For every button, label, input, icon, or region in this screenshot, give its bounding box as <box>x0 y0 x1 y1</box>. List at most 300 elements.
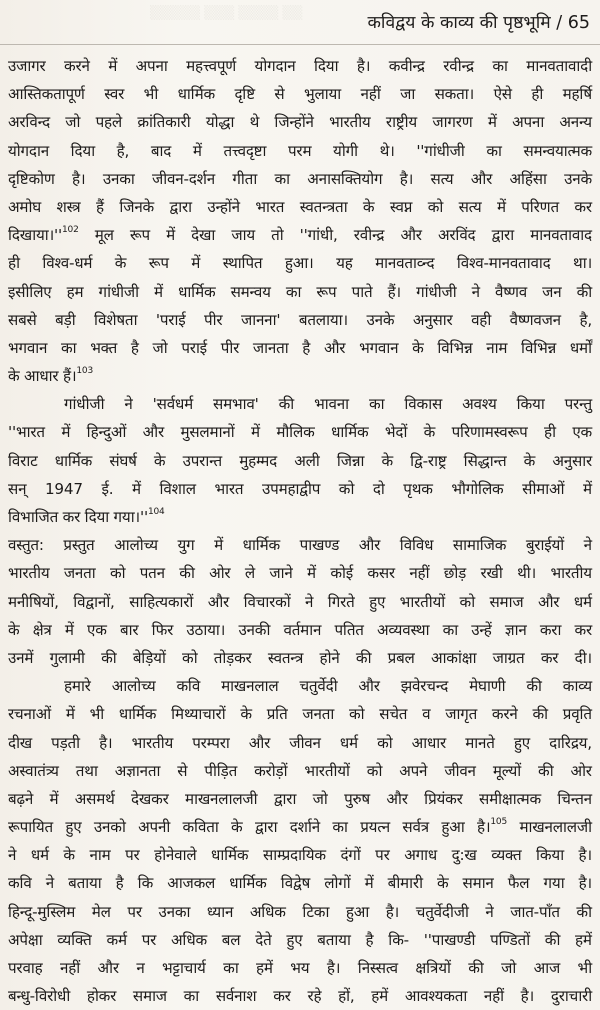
word: है <box>115 874 124 893</box>
word: योद्धा <box>205 113 235 132</box>
word: समीक्षात्मक <box>479 789 541 808</box>
word: ने <box>583 536 592 555</box>
header-divider <box>0 44 600 45</box>
word: विभिन्न <box>521 338 557 357</box>
word: काव्य <box>562 677 592 696</box>
word: धार्मिक <box>118 705 157 724</box>
text-line <box>8 418 592 446</box>
word: भगवान <box>359 338 399 357</box>
word: से <box>177 761 188 780</box>
word: नहीं <box>483 987 504 1006</box>
word: में <box>214 536 224 555</box>
word: है। <box>399 169 414 188</box>
word: द्वारा <box>491 226 515 245</box>
word: बताया <box>317 930 351 949</box>
word: हुए <box>65 818 82 837</box>
word: धार्मिक <box>331 423 369 442</box>
word: पहले <box>95 113 123 132</box>
word: जनता <box>63 564 96 583</box>
word: साहित्यकारों <box>129 592 194 611</box>
word: भट्टाचार्य <box>162 959 206 977</box>
word: करने <box>491 705 518 724</box>
word: बढ़ने <box>8 789 34 808</box>
word: का <box>492 57 508 75</box>
word: भारतीय <box>329 113 371 132</box>
text-line <box>8 616 592 644</box>
word: व <box>422 705 431 724</box>
word: के <box>8 367 20 386</box>
word: महर्षि <box>562 85 592 104</box>
text-line <box>8 306 592 334</box>
text-line <box>8 841 592 869</box>
word: माखनलालजी <box>519 818 592 837</box>
word: विद्वानों, <box>73 592 115 611</box>
word: उनमें <box>8 648 34 667</box>
word: बुराईयों <box>525 536 565 555</box>
word: दी। <box>574 648 592 667</box>
word: सीमाओं <box>522 479 565 498</box>
word: है। <box>578 874 592 893</box>
word: को <box>366 761 383 780</box>
word: कि- <box>388 930 409 949</box>
footnote-marker: 104 <box>147 507 165 517</box>
word: एक <box>572 423 592 442</box>
word: तथा <box>75 761 98 780</box>
word: आज <box>533 959 561 977</box>
word: गांधीजी <box>64 395 105 414</box>
word: ने <box>305 592 314 611</box>
word: असमर्थ <box>74 789 115 808</box>
word: पीर <box>220 338 240 357</box>
word: अपने <box>399 761 428 780</box>
word: किया <box>535 846 564 865</box>
word: रूप <box>129 226 150 245</box>
word: थे <box>249 113 260 132</box>
word: धार्मिक <box>242 536 280 555</box>
word: में <box>250 423 260 442</box>
word: और <box>358 677 380 696</box>
word: $दिखाया।''^{102}$ <box>8 225 79 245</box>
word: को <box>459 592 475 611</box>
word: का <box>486 141 502 160</box>
word: ने <box>471 282 480 301</box>
word: मुसलमानों <box>180 423 235 442</box>
word: हों, <box>338 987 355 1006</box>
word: जानता <box>252 338 289 357</box>
word: नाम <box>89 846 111 865</box>
word: माखनलाल <box>221 677 279 696</box>
text-line <box>8 193 592 221</box>
show-through-texture: ▒▒▒▒▒ ▒▒▒ ▒▒▒▒ ▒▒ <box>150 6 303 21</box>
word: उनके <box>366 310 395 329</box>
word: सत्य <box>458 197 482 216</box>
word: धर्मों <box>569 338 592 357</box>
word: का <box>285 282 302 301</box>
word: तत्त्वदृष्टा <box>223 141 267 160</box>
word: में <box>192 141 202 160</box>
word: है <box>302 338 311 357</box>
word: बीमारी <box>387 874 423 893</box>
word: देखकर <box>131 789 169 808</box>
word: पड़ती <box>51 733 80 752</box>
word: में <box>191 254 201 273</box>
text-line <box>8 165 592 193</box>
word: दीख <box>8 733 33 752</box>
word: पतित <box>334 620 364 639</box>
footnote-marker: 102 <box>62 225 79 236</box>
word: बताया <box>68 874 102 893</box>
word: अनासक्तियोग <box>307 169 383 188</box>
word: फिर <box>151 620 174 639</box>
word: कवि <box>176 677 201 696</box>
word: नहीं <box>59 959 80 977</box>
word: विभाजित <box>8 508 59 526</box>
word: छोड़ <box>443 564 467 583</box>
text-line <box>8 559 592 587</box>
word: जानना' <box>240 310 281 329</box>
word: में <box>154 282 163 301</box>
word: परम <box>288 141 312 160</box>
word: को <box>377 733 393 752</box>
word: समान <box>462 874 494 893</box>
word: है <box>365 930 374 949</box>
word: जीवन-दर्शन <box>152 169 215 188</box>
text-line <box>8 249 592 277</box>
word: सत्य <box>430 169 454 188</box>
word: भारत <box>214 479 244 498</box>
word: है। <box>356 57 371 75</box>
word: है। <box>326 959 341 977</box>
word: भौगोलिक <box>451 479 504 498</box>
word: के <box>381 451 393 470</box>
word: के <box>153 451 166 470</box>
word: रूप <box>148 254 169 273</box>
word: दिया <box>84 508 109 526</box>
word: बल <box>221 930 241 949</box>
word: ही <box>544 423 556 442</box>
word: भुलाया <box>303 85 342 104</box>
word: हमें <box>575 930 592 949</box>
word: की <box>355 648 372 667</box>
word: रचनाओं <box>8 705 51 724</box>
word: भी <box>143 85 159 104</box>
word: का <box>442 620 458 639</box>
word: अवश्य <box>462 395 497 414</box>
word: पीर <box>204 310 223 329</box>
word: में <box>61 423 71 442</box>
word: है। <box>99 733 113 752</box>
word: हुए <box>286 930 303 949</box>
word: अली <box>294 451 320 470</box>
word: धर्म <box>30 846 49 865</box>
text-line <box>8 588 592 616</box>
word: भावना <box>314 395 349 414</box>
word: करा <box>539 620 562 639</box>
word: जिनके <box>119 197 155 216</box>
word: दुराचारी <box>550 987 592 1006</box>
word: को <box>427 197 444 216</box>
word: परिणत <box>521 197 559 216</box>
word: योगदान <box>8 141 49 160</box>
word: ने <box>124 395 133 414</box>
word: अपनी <box>138 818 171 837</box>
word: हैं।$^{103}$ <box>62 366 93 386</box>
word: ज्ञान <box>504 620 527 639</box>
word: और <box>537 592 560 611</box>
word: पाखण्ड <box>299 536 340 555</box>
word: योगदान <box>254 57 296 75</box>
word: जनता <box>302 705 335 724</box>
word: नहीं <box>360 85 381 104</box>
word: हुआ <box>345 902 370 921</box>
word: भारतीय <box>550 564 592 583</box>
word: अमोघ <box>8 197 41 216</box>
body-text <box>8 52 592 1010</box>
text-line <box>8 898 592 926</box>
word: और <box>358 536 381 555</box>
word: रवीन्द्र <box>353 226 385 245</box>
word: जीवन <box>289 733 321 752</box>
word: की <box>468 959 484 977</box>
word: अहिंसा <box>509 169 547 188</box>
word: प्रस्तुत <box>63 536 95 555</box>
word: आकांक्षा <box>430 648 477 667</box>
word: ही <box>531 85 544 104</box>
word: चिन्तन <box>557 789 592 808</box>
word: दारिद्रय, <box>549 733 592 752</box>
word: की <box>101 648 117 667</box>
word: का <box>223 959 239 977</box>
word: कविता <box>182 818 219 837</box>
word: सकता। <box>434 85 475 104</box>
word: धार्मिक <box>229 874 267 893</box>
word: के <box>240 705 252 724</box>
text-line <box>8 52 592 80</box>
word: में <box>166 226 175 245</box>
word: में <box>49 789 59 808</box>
word: पर <box>141 930 157 949</box>
text-line <box>8 954 592 982</box>
word: अधिक <box>170 930 207 949</box>
text-line <box>8 729 592 757</box>
word: जीवन <box>444 761 476 780</box>
word: सिद्धान्त <box>463 451 507 470</box>
word: और <box>207 592 230 611</box>
word: रखी <box>480 564 503 583</box>
word: विभिन्न <box>437 338 473 357</box>
word: व्यक्ति <box>57 930 92 949</box>
text-line <box>8 221 592 249</box>
word: में <box>307 564 316 583</box>
word: आलोच्य <box>114 536 158 555</box>
word: में <box>487 113 497 132</box>
word: था। <box>573 254 592 273</box>
word: ही <box>8 254 20 273</box>
word: ने <box>8 846 17 865</box>
word: मानवताव्न्द <box>375 254 435 273</box>
word: को <box>182 648 198 667</box>
word: समभाव' <box>213 395 259 414</box>
word: अधिक <box>249 902 286 921</box>
word: की <box>179 564 195 583</box>
word: भी <box>89 705 105 724</box>
word: सामाजिक <box>452 536 507 555</box>
word: क्षेत्र <box>32 620 52 639</box>
word: निस्सत्व <box>357 959 398 977</box>
word: रूपायित <box>8 818 53 837</box>
word: जाय <box>231 226 255 245</box>
word: बार <box>119 620 139 639</box>
word: हुए <box>369 592 386 611</box>
word: में <box>64 620 74 639</box>
running-head: कविद्वय के काव्य की पृष्ठभूमि / 65 <box>367 13 590 33</box>
word: वैष्णव <box>495 282 527 301</box>
word: पुरुष <box>344 789 370 808</box>
text-line <box>8 644 592 672</box>
word: के <box>362 197 375 216</box>
word: क्रांतिकारी <box>137 113 191 132</box>
word: मुहम्मद <box>239 451 278 470</box>
word: द्वारा <box>273 789 297 808</box>
word: सर्वत्र <box>402 818 429 837</box>
word: हैं <box>95 197 104 216</box>
word: परवाह <box>8 959 43 977</box>
word: दृष्टि <box>234 85 255 104</box>
word: अनुसार <box>552 451 592 470</box>
word: द्वारा <box>254 818 278 837</box>
word: भारतीय <box>131 733 174 752</box>
word: भक्त <box>90 338 118 357</box>
word: महत्त्वपूर्ण <box>186 57 237 75</box>
word: अव्यवस्था <box>377 620 430 639</box>
word: कि <box>137 874 154 893</box>
word: पर <box>125 846 140 865</box>
word: आस्तिकतापूर्ण <box>8 85 85 104</box>
word: की <box>538 761 554 780</box>
word: का <box>332 818 348 837</box>
word: करने <box>64 57 90 75</box>
word: माखनलालजी <box>185 789 258 808</box>
word: हैं। <box>387 282 401 301</box>
word: कर <box>273 987 291 1006</box>
word: यह <box>336 254 353 273</box>
word: होकर <box>86 987 117 1006</box>
word: दंगों <box>340 846 361 865</box>
word: हुआ। <box>284 254 314 273</box>
word: की <box>278 395 295 414</box>
word: धार्मिक <box>177 85 215 104</box>
word: नाम <box>486 338 508 357</box>
word: कर <box>574 197 592 216</box>
word: परिणामस्वरूप <box>451 423 528 442</box>
word: एक <box>87 620 107 639</box>
word: हमारे <box>64 677 91 696</box>
word: में <box>496 197 506 216</box>
word: विकास <box>404 395 443 414</box>
word: जिन्ना <box>336 451 365 470</box>
word: वस्तुत: <box>8 536 44 555</box>
word: है। <box>72 169 86 188</box>
word: धर्म <box>339 733 358 752</box>
word: राष्ट्रीय <box>385 113 418 132</box>
word: हिन्दुओं <box>86 423 127 442</box>
word: वैष्णवजन <box>509 310 561 329</box>
word: अपना <box>135 57 168 75</box>
word: जो <box>65 113 81 132</box>
word: दर्शाने <box>289 818 320 837</box>
word: विचारकों <box>243 592 291 611</box>
word: प्रियंकर <box>424 789 463 808</box>
word: को <box>109 564 126 583</box>
word: द्वि-राष्ट्र <box>410 451 447 470</box>
word: भारतीयों <box>304 761 350 780</box>
word: 1947 <box>44 479 83 498</box>
word: उन्हें <box>471 620 492 639</box>
word: देखा <box>191 226 216 245</box>
word: मूल <box>94 226 114 245</box>
word: मौलिक <box>276 423 315 442</box>
word: धार्मिक <box>54 451 93 470</box>
word: है। <box>385 902 400 921</box>
text-line <box>8 785 592 813</box>
word: के <box>523 451 536 470</box>
word: बेड़ियों <box>132 648 166 667</box>
word: हमें <box>371 987 389 1006</box>
text-line <box>8 531 592 559</box>
text-line <box>8 137 592 165</box>
text-line <box>8 503 592 531</box>
text-line <box>8 672 592 700</box>
text-line <box>8 757 592 785</box>
text-line <box>8 390 592 418</box>
word: कर्म <box>106 930 127 949</box>
text-line <box>8 813 592 841</box>
word: अपना <box>512 113 545 132</box>
word: आजकल <box>167 874 216 893</box>
word: जागृत <box>445 705 478 724</box>
word: करोड़ों <box>254 761 288 780</box>
word: मेघाणी <box>469 677 506 696</box>
word: गया <box>543 874 565 893</box>
word: प्रति <box>266 705 288 724</box>
word: और <box>97 959 119 977</box>
word: गुलामी <box>49 648 85 667</box>
word: बाद <box>150 141 172 160</box>
word: गांधीजी <box>416 282 457 301</box>
word: कोई <box>330 564 353 583</box>
word: में <box>364 874 374 893</box>
word: मनीषियों, <box>8 592 59 611</box>
word: विविध <box>399 536 434 555</box>
word: हम <box>66 282 84 301</box>
word: समाज <box>489 592 524 611</box>
word: और <box>470 169 493 188</box>
text-line <box>8 108 592 136</box>
word: मानते <box>465 733 495 752</box>
word: पृथक <box>403 479 433 498</box>
word: का <box>368 395 385 414</box>
word: ओर <box>209 564 231 583</box>
word: रहे <box>307 987 322 1006</box>
word: है, <box>116 141 130 160</box>
word: धार्मिक <box>178 282 216 301</box>
word: मूल्यों <box>492 761 521 780</box>
word: उनका <box>158 902 191 921</box>
footnote-marker: 103 <box>76 366 93 377</box>
word: की <box>544 930 561 949</box>
word: स्थापित <box>222 254 263 273</box>
word: जागरण <box>432 113 473 132</box>
